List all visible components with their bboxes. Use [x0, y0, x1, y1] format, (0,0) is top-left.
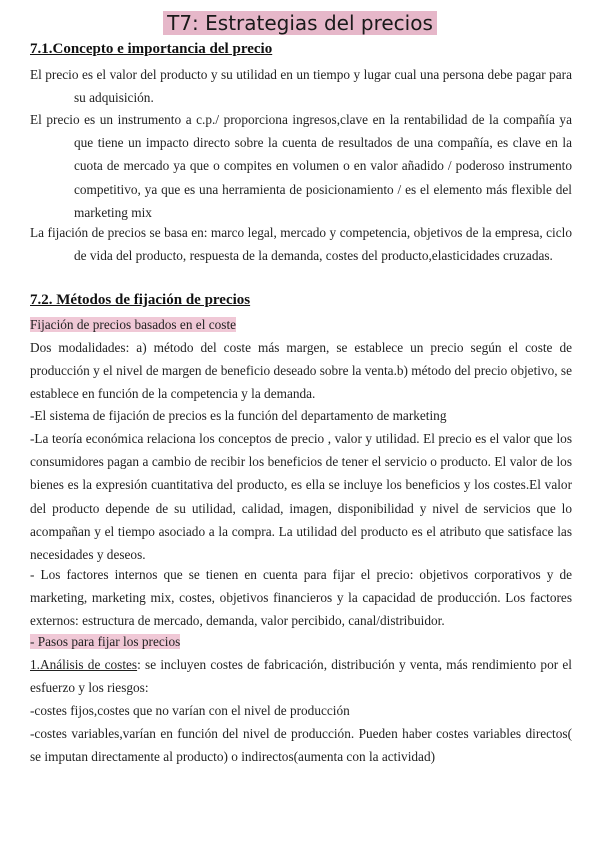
section-heading-7-2: 7.2. Métodos de fijación de precios [30, 292, 251, 308]
paragraph-variable-costs: -costes variables,varían en función del nivel de producción. Pueden haber costes variables directos( se imputan directamente al producto) o indirectos(aumenta con la actividad) [30, 726, 572, 765]
page-title: T7: Estrategias del precios [163, 11, 437, 35]
paragraph-price-definition: El precio es el valor del producto y su utilidad en un tiempo y lugar cual una persona debe pagar para su adquisición. [30, 67, 572, 105]
paragraph-cost-analysis [30, 653, 572, 699]
paragraph-economic-theory: -La teoría económica relaciona los conceptos de precio , valor y utilidad. El precio es el valor que los consumidores pagan a cambio de recibir los beneficios de tener el servicio o producto. El valor de los bienes es la expresión cuantitativa del producto, es ella se incluye los beneficios y los costes.El valor del producto depende de su utilidad, calidad, imagen, disponibilidad y nivel de servicios que lo acompañan y el tiempo asociado a la compra. La utilidad del producto es el atributo que satisface las necesidades y deseos. [30, 431, 572, 563]
subheading-cost-based-pricing-text: Fijación de precios basados en el coste [30, 317, 237, 332]
section-heading-7-1: 7.1.Concepto e importancia del precio [30, 41, 273, 57]
paragraph-price-instrument: El precio es un instrumento a c.p./ proporciona ingresos,clave en la rentabilidad de la compañía ya que tiene un impacto directo sobre la cuenta de resultados de una compañía, es clave en la cuota de mercado ya que o compites en volumen o en valor añadido / poderoso instrumento competitivo, ya que es una herramienta de posicionamiento / es el elemento más flexible del marketing mix [30, 112, 572, 220]
subheading-pricing-steps [30, 631, 180, 654]
paragraph-pricing-system: -El sistema de fijación de precios es la función del departamento de marketing [30, 408, 447, 423]
paragraph-price-basis: La fijación de precios se basa en: marco legal, mercado y competencia, objetivos de la empresa, ciclo de vida del producto, respuesta de la demanda, costes del producto,elasticidades cruzadas. [30, 225, 572, 263]
paragraph-internal-factors: - Los factores internos que se tienen en cuenta para fijar el precio: objetivos corporativos y de marketing, marketing mix, costes, objetivos financieros y la capacidad de producción. Los factores externos: estructura de mercado, demanda, valor percibido, canal/distribuidor. [30, 567, 572, 629]
subheading-pricing-steps-text: - Pasos para fijar los precios [30, 634, 181, 649]
paragraph-fixed-costs: -costes fijos,costes que no varían con el nivel de producción [30, 703, 350, 718]
title-wrapper [0, 11, 600, 35]
cost-analysis-label: 1.Análisis de costes [30, 657, 138, 672]
cost-analysis-text: : se incluyen costes de fabricación, distribución y venta, más rendimiento por el esfuerzo y los riesgos: [30, 657, 572, 696]
paragraph-two-modalities: Dos modalidades: a) método del coste más margen, se establece un precio según el coste de producción y el nivel de margen de beneficio deseado sobre la venta.b) método del precio objetivo, se establece en función de la competencia y la demanda. [30, 340, 572, 402]
subheading-cost-based-pricing [30, 314, 236, 337]
